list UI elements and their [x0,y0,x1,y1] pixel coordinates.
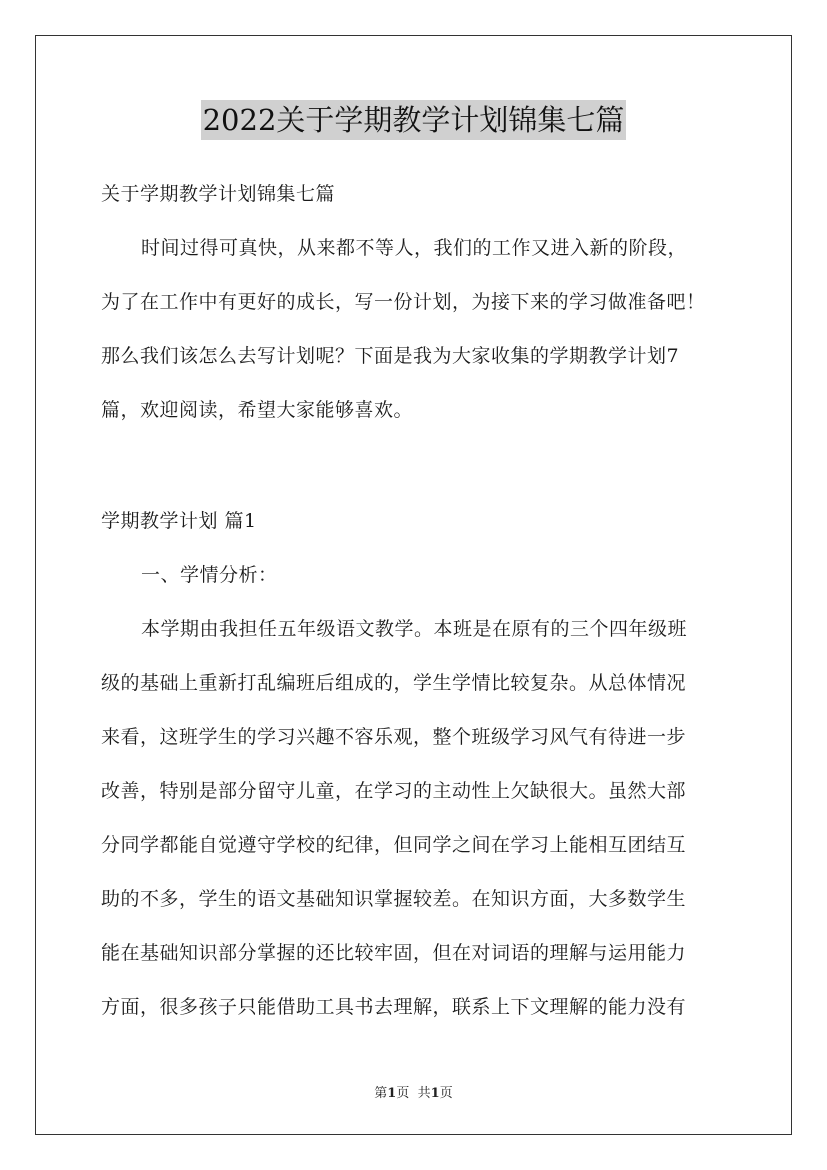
body-line-2: 级的基础上重新打乱编班后组成的，学生学情比较复杂。从总体情况 [101,672,687,694]
footer-total-prefix: 共 [417,1086,431,1101]
intro-line-1: 时间过得可真快，从来都不等人，我们的工作又进入新的阶段， [141,237,688,259]
body-line-4: 改善，特别是部分留守儿童，在学习的主动性上欠缺很大。虽然大部 [101,780,687,802]
section-heading: 学期教学计划 篇1 [101,510,257,532]
subheading: 一、学情分析： [141,564,278,586]
footer-page-number: 1 [387,1086,397,1101]
title-container [0,100,827,140]
body-line-5: 分同学都能自觉遵守学校的纪律，但同学之间在学习上能相互团结互 [101,834,687,856]
intro-line-3: 那么我们该怎么去写计划呢？下面是我为大家收集的学期教学计划7 [101,345,680,367]
body-line-1: 本学期由我担任五年级语文教学。本班是在原有的三个四年级班 [141,618,688,640]
footer-total-number: 1 [430,1086,440,1101]
document-title: 2022关于学期教学计划锦集七篇 [201,100,627,140]
body-line-3: 来看，这班学生的学习兴趣不容乐观，整个班级学习风气有待进一步 [101,726,687,748]
body-line-8: 方面，很多孩子只能借助工具书去理解，联系上下文理解的能力没有 [101,996,687,1018]
footer-page-suffix: 页 [396,1086,410,1101]
body-line-7: 能在基础知识部分掌握的还比较牢固，但在对词语的理解与运用能力 [101,942,687,964]
intro-line-2: 为了在工作中有更好的成长，写一份计划，为接下来的学习做准备吧！ [101,291,706,313]
intro-line-4: 篇，欢迎阅读，希望大家能够喜欢。 [101,399,414,421]
footer-page-prefix: 第 [374,1086,388,1101]
body-line-6: 助的不多，学生的语文基础知识掌握较差。在知识方面，大多数学生 [101,888,687,910]
footer-total-suffix: 页 [439,1086,453,1101]
page-footer [0,1085,827,1103]
document-subtitle: 关于学期教学计划锦集七篇 [101,183,336,205]
